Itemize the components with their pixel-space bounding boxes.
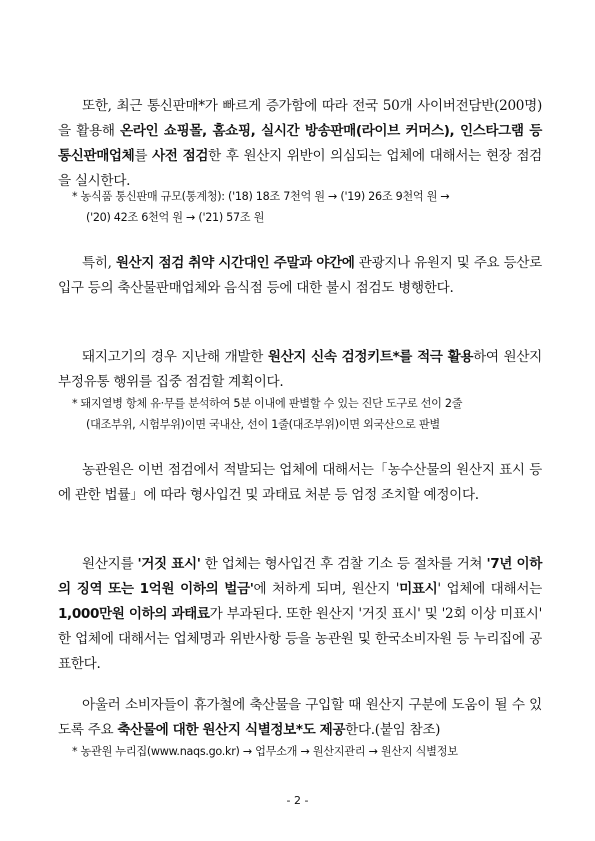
- bold-text: 축산물에 대한 원산지 식별정보*도 제공: [117, 722, 346, 738]
- paragraph-online-inspection: [58, 94, 542, 194]
- text: 에 처하게 되며, 원산지 ': [253, 581, 400, 597]
- paragraph-legal-action: [58, 458, 542, 508]
- bold-text: 미표시: [399, 581, 438, 597]
- text: ' 업체에 대해서는: [437, 581, 542, 597]
- bold-text: 사전 점검: [152, 148, 209, 164]
- footnote-line: * 농관원 누리집(www.naqs.go.kr) → 업무소개 → 원산지관리 → 원산지 식별정보: [72, 745, 458, 758]
- bold-text: 1,000만원 이하의 과태료: [58, 606, 210, 622]
- bold-text: 원산지 점검 취약 시간대인 주말과 야간에: [115, 255, 355, 271]
- footnote-online-sales-scale: [72, 186, 542, 228]
- footnote-line: (대조부위, 시험부위)이면 국내산, 선이 1줄(대조부위)이면 외국산으로 판별: [86, 418, 440, 431]
- text: 한다.(붙임 참조): [345, 722, 441, 738]
- footnote-website-path: [72, 741, 542, 762]
- bold-text: '거짓 표시': [137, 556, 201, 572]
- text: 가 부과된다. 또한 원산지 '거짓 표시' 및 '2회 이상 미표시' 한 업체에 대해서는 업체명과 위반사항 등을 농관원 및 한국소비자원 등 누리집에 공표한다.: [58, 606, 543, 672]
- text: 돼지고기의 경우 지난해 개발한: [82, 349, 268, 365]
- footnote-line: * 돼지열병 항체 유·무를 분석하여 5분 이내에 판별할 수 있는 진단 도구로 선이 2줄: [72, 397, 463, 410]
- paragraph-origin-info: [58, 693, 542, 743]
- bold-text: '7년 이하의 징역 또는 1억원 이하의 벌금': [58, 556, 542, 597]
- footnote-line: ('20) 42조 6천억 원 → ('21) 57조 원: [86, 211, 265, 224]
- footnote-line: * 농식품 통신판매 규모(통계청): ('18) 18조 7천억 원 → ('19) 26조 9천억 원 →: [72, 190, 450, 203]
- text: 한 업체는 형사입건 후 검찰 기소 등 절차를 거쳐: [200, 556, 487, 572]
- bold-text: 온라인 쇼핑몰, 홈쇼핑, 실시간 방송판매(라이브 커머스), 인스타그램 등 통신판매업체: [58, 123, 542, 164]
- text: 관광지나 유원지 및 주요 등산로 입구 등의 축산물판매업체와 음식점 등에 대한 불시 점검도 병행한다.: [58, 255, 542, 296]
- paragraph-weekend-night-inspection: [58, 251, 542, 301]
- text: 하여 원산지 부정유통 행위를 집중 점검할 계획이다.: [58, 349, 542, 390]
- paragraph-test-kit: [58, 345, 542, 395]
- text: 원산지를: [82, 556, 138, 572]
- footnote-test-kit: [72, 393, 542, 435]
- bold-text: 원산지 신속 검정키트*를 적극 활용: [267, 349, 474, 365]
- text: 아울러 소비자들이 휴가철에 축산물을 구입할 때 원산지 구분에 도움이 될 수 있도록 주요: [58, 697, 542, 738]
- text: 특히,: [82, 255, 116, 271]
- text: 한 후 원산지 위반이 의심되는 업체에 대해서는 현장 점검을 실시한다.: [58, 148, 542, 189]
- text: 또한, 최근 통신판매*가 빠르게 증가함에 따라 전국 50개 사이버전담반(200명)을 활용해: [58, 98, 542, 139]
- paragraph-penalties: [58, 552, 542, 677]
- text: 를: [134, 148, 153, 164]
- page-number: - 2 -: [286, 794, 309, 807]
- text: 농관원은 이번 점검에서 적발되는 업체에 대해서는「농수산물의 원산지 표시 등에 관한 법률」에 따라 형사입건 및 과태료 처분 등 엄정 조치할 예정이다.: [58, 462, 542, 503]
